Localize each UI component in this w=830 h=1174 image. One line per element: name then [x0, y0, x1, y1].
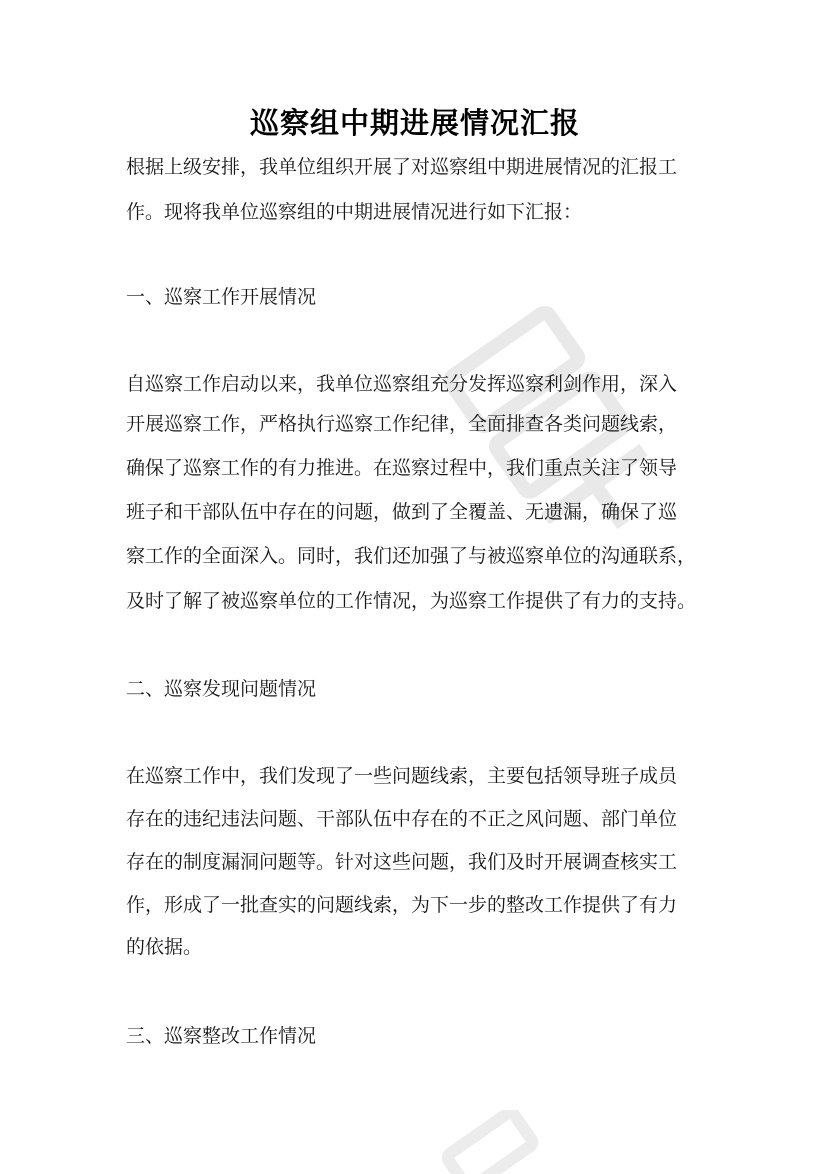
section-1-line-6: 及时了解了被巡察单位的工作情况，为巡察工作提供了有力的支持。	[126, 590, 697, 612]
section-1-line-2: 开展巡察工作，严格执行巡察工作纪律，全面排查各类问题线索，	[126, 413, 678, 435]
watermark-logo-bottom-icon	[420, 1110, 560, 1174]
section-1-line-5: 察工作的全面深入。同时，我们还加强了与被巡察单位的沟通联系，	[126, 545, 697, 567]
section-2-line-2: 存在的违纪违法问题、干部队伍中存在的不正之风问题、部门单位	[126, 808, 678, 830]
intro-line-2: 作。现将我单位巡察组的中期进展情况进行如下汇报：	[126, 201, 583, 223]
section-2-line-3: 存在的制度漏洞问题等。针对这些问题，我们及时开展调查核实工	[126, 851, 678, 873]
section-1-line-3: 确保了巡察工作的有力推进。在巡察过程中，我们重点关注了领导	[126, 457, 678, 479]
section-2-line-4: 作，形成了一批查实的问题线索，为下一步的整改工作提供了有力	[126, 894, 678, 916]
section-1-line-4: 班子和干部队伍中存在的问题，做到了全覆盖、无遗漏，确保了巡	[126, 501, 678, 523]
section-1-heading: 一、巡察工作开展情况	[126, 286, 317, 308]
section-3-heading: 三、巡察整改工作情况	[126, 1025, 317, 1047]
document-title: 巡察组中期进展情况汇报	[249, 106, 580, 140]
intro-line-1: 根据上级安排，我单位组织开展了对巡察组中期进展情况的汇报工	[126, 156, 678, 178]
section-2-heading: 二、巡察发现问题情况	[126, 678, 317, 700]
section-1-line-1: 自巡察工作启动以来，我单位巡察组充分发挥巡察利剑作用，深入	[126, 373, 678, 395]
section-2-line-1: 在巡察工作中，我们发现了一些问题线索，主要包括领导班子成员	[126, 765, 678, 787]
section-2-line-5: 的依据。	[126, 936, 203, 958]
